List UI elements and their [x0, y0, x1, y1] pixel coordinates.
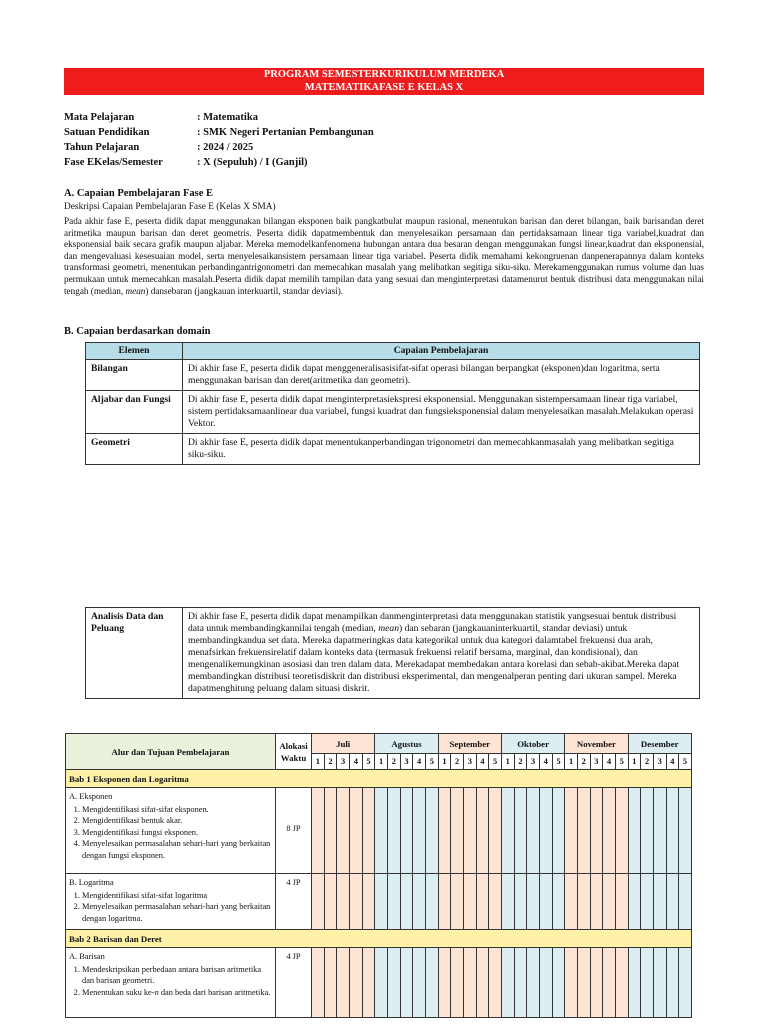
schedule-cell	[476, 948, 489, 1018]
week-number: 4	[476, 754, 489, 770]
week-number: 1	[628, 754, 641, 770]
month-header: Juli	[312, 734, 375, 754]
schedule-cell	[362, 788, 375, 874]
week-number: 2	[641, 754, 654, 770]
identity-info	[64, 112, 374, 172]
info-value: : SMK Negeri Pertanian Pembangunan	[197, 127, 374, 138]
schedule-cell	[527, 874, 540, 930]
schedule-cell	[653, 948, 666, 1018]
schedule-cell	[590, 788, 603, 874]
schedule-cell	[577, 788, 590, 874]
week-number: 4	[349, 754, 362, 770]
topic-cell	[66, 788, 276, 874]
schedule-cell	[590, 874, 603, 930]
chapter-row	[66, 770, 692, 788]
week-number: 3	[653, 754, 666, 770]
schedule-cell	[375, 948, 388, 1018]
schedule-cell	[527, 948, 540, 1018]
alokasi-cell: 4 JP	[276, 948, 312, 1018]
schedule-cell	[590, 948, 603, 1018]
schedule-cell	[539, 788, 552, 874]
elemen-cell: Bilangan	[86, 360, 183, 391]
schedule-cell	[362, 948, 375, 1018]
paragraph-emphasis: mean	[125, 285, 146, 296]
schedule-cell	[603, 874, 616, 930]
schedule-cell	[628, 874, 641, 930]
table-row	[86, 608, 700, 699]
list-item: 4. Menyelesaikan permasalahan sehari-hari yang berkaitan dengan fungsi eksponen.	[82, 838, 272, 861]
info-row	[64, 157, 374, 172]
schedule-cell	[349, 874, 362, 930]
month-header: September	[438, 734, 501, 754]
schedule-cell	[501, 948, 514, 1018]
schedule-cell	[489, 874, 502, 930]
info-value: : Matematika	[197, 112, 258, 123]
info-label: Mata Pelajaran	[64, 112, 135, 123]
schedule-cell	[400, 788, 413, 874]
schedule-cell	[539, 874, 552, 930]
month-header: Agustus	[375, 734, 438, 754]
capaian-cell: Di akhir fase E, peserta didik dapat menentukanperbandingan trigonometri dan memecahkanmasalah yang melibatkan segitiga siku-siku.	[183, 434, 700, 465]
list-item: 1. Mengidentifikasi sifat-sifat logaritma	[82, 890, 272, 902]
alokasi-cell: 8 JP	[276, 788, 312, 874]
schedule-cell	[565, 948, 578, 1018]
schedule-cell	[628, 788, 641, 874]
plan-row	[66, 948, 692, 1018]
week-number: 1	[312, 754, 325, 770]
schedule-cell	[413, 874, 426, 930]
topic-title: A. Barisan	[69, 952, 105, 961]
paragraph-text: Pada akhir fase E, peserta didik dapat menggunakan bilangan eksponen baik pangkatbulat maupun rasional, menentukan barisan dan deret bilangan, baik barisandan deret aritmetika maupun barisan dan deret geometris. Peserta didik dapatmembentuk dan menyelesaikan persamaan dan pertidaksamaan linear tiga variabel,kuadrat dan eksponensial baik secara grafik maupun aljabar. Mereka memodelkanfenomena hubungan antara dua besaran dengan menggunakan fungsi linear,kuadrat dan eksponensial, dan mengevaluasi kesesuaian model, serta menyelesaikansistem persamaan linear tiga variabel. Peserta didik memahami kekongruenan danpenerapannya dalam konteks transformasi geometri, menentukan perbandingantrigonometri dan memecahkan masalah yang melibatkan segitiga siku-siku. Merekamenggunakan rumus volume dan luas permukaan untuk memecahkan masalah.Peserta didik dapat memilih tampilan data yang sesuai dan menginterpretasi datamenurut bentuk distribusi data menggunakan nilai tengah (median,	[64, 216, 704, 296]
week-number: 5	[425, 754, 438, 770]
header-alokasi: Alokasi Waktu	[276, 734, 312, 770]
list-item-text: Menentukan suku ke-	[82, 987, 155, 997]
schedule-cell	[387, 788, 400, 874]
schedule-cell	[565, 874, 578, 930]
week-number: 5	[679, 754, 692, 770]
schedule-cell	[375, 788, 388, 874]
week-number: 1	[501, 754, 514, 770]
schedule-cell	[337, 788, 350, 874]
capaian-text-end: ) dan sebaran (jangkauaninterkuartil, standar deviasi) untuk membandingkandua set data. Mereka dapatmeringkas data kategorikal untuk dua kategori dalamtabel frekuensi dua arah, menafsirkan frekuensirelatif dalam konteks data (termasuk frekuensi relatif bersama, marginal, dan kondisional), dan mengenalikemungkinan asosiasi dan tren dalam data. Merekadapat membedakan antara korelasi dan sebab-akibat.Mereka dapat membandingkan distribusi teoretisdiskrit dan distribusi eksperimental, dan mengenalperan penting dari ukuran sampel. Mereka dapatmenghitung peluang dalam situasi diskrit.	[188, 623, 680, 694]
capaian-cell	[183, 608, 700, 699]
schedule-cell	[653, 874, 666, 930]
week-number: 4	[539, 754, 552, 770]
week-number: 5	[552, 754, 565, 770]
week-number: 1	[565, 754, 578, 770]
info-row	[64, 142, 374, 157]
schedule-cell	[425, 788, 438, 874]
section-a-paragraph	[64, 216, 704, 297]
list-item: 1. Mendeskripsikan perbedaan antara barisan aritmetika dan barisan geometri.	[82, 964, 272, 987]
schedule-cell	[387, 948, 400, 1018]
month-header: November	[565, 734, 628, 754]
schedule-cell	[463, 874, 476, 930]
domain-table	[85, 342, 700, 465]
schedule-cell	[349, 788, 362, 874]
schedule-cell	[641, 788, 654, 874]
week-number: 2	[451, 754, 464, 770]
week-number: 5	[362, 754, 375, 770]
week-number: 4	[666, 754, 679, 770]
schedule-cell	[552, 948, 565, 1018]
schedule-cell	[425, 948, 438, 1018]
schedule-cell	[552, 788, 565, 874]
header-elemen: Elemen	[86, 343, 183, 360]
schedule-cell	[514, 874, 527, 930]
schedule-cell	[476, 788, 489, 874]
schedule-cell	[324, 788, 337, 874]
schedule-cell	[679, 948, 692, 1018]
title-line-2: MATEMATIKAFASE E KELAS X	[304, 82, 464, 93]
schedule-cell	[666, 874, 679, 930]
info-label: Tahun Pelajaran	[64, 142, 140, 153]
topic-title: B. Logaritma	[69, 878, 114, 887]
schedule-cell	[425, 874, 438, 930]
week-number: 5	[489, 754, 502, 770]
week-number: 3	[590, 754, 603, 770]
schedule-cell	[451, 948, 464, 1018]
header-atp: Alur dan Tujuan Pembelajaran	[66, 734, 276, 770]
list-item: 2. Mengidentifikasi bentuk akar.	[82, 815, 272, 827]
semester-plan-table	[65, 733, 692, 1018]
schedule-cell	[679, 788, 692, 874]
schedule-cell	[438, 948, 451, 1018]
schedule-cell	[539, 948, 552, 1018]
info-row	[64, 127, 374, 142]
list-item: 3. Mengidentifikasi fungsi eksponen.	[82, 827, 272, 839]
schedule-cell	[628, 948, 641, 1018]
schedule-cell	[666, 948, 679, 1018]
week-number: 4	[603, 754, 616, 770]
schedule-cell	[312, 788, 325, 874]
schedule-cell	[413, 788, 426, 874]
schedule-cell	[312, 948, 325, 1018]
schedule-cell	[451, 874, 464, 930]
topic-title: A. Eksponen	[69, 792, 113, 801]
schedule-cell	[514, 948, 527, 1018]
schedule-cell	[615, 948, 628, 1018]
domain-table-continued	[85, 607, 700, 699]
elemen-cell: Analisis Data dan Peluang	[86, 608, 183, 699]
info-value: : X (Sepuluh) / I (Ganjil)	[197, 157, 308, 168]
schedule-cell	[641, 948, 654, 1018]
list-item: 2. Menyelesaikan permasalahan sehari-hari yang berkaitan dengan logaritma.	[82, 901, 272, 924]
plan-row	[66, 874, 692, 930]
schedule-cell	[375, 874, 388, 930]
plan-row	[66, 788, 692, 874]
week-number: 2	[514, 754, 527, 770]
schedule-cell	[527, 788, 540, 874]
schedule-cell	[501, 788, 514, 874]
schedule-cell	[603, 788, 616, 874]
document-title-banner	[64, 68, 704, 95]
chapter-title: Bab 1 Eksponen dan Logaritma	[66, 770, 692, 788]
chapter-title: Bab 2 Barisan dan Deret	[66, 930, 692, 948]
week-number: 3	[337, 754, 350, 770]
week-number: 1	[438, 754, 451, 770]
schedule-cell	[552, 874, 565, 930]
week-number: 2	[387, 754, 400, 770]
schedule-cell	[337, 874, 350, 930]
list-item: 1. Mengidentifikasi sifat-sifat eksponen.	[82, 804, 272, 816]
schedule-cell	[514, 788, 527, 874]
schedule-cell	[476, 874, 489, 930]
month-header: Oktober	[501, 734, 564, 754]
schedule-cell	[501, 874, 514, 930]
list-item	[82, 987, 272, 999]
schedule-cell	[565, 788, 578, 874]
info-label: Fase EKelas/Semester	[64, 157, 163, 168]
chapter-row	[66, 930, 692, 948]
schedule-cell	[337, 948, 350, 1018]
elemen-cell: Aljabar dan Fungsi	[86, 391, 183, 434]
section-b-title: B. Capaian berdasarkan domain	[64, 326, 211, 337]
month-header: Desember	[628, 734, 691, 754]
schedule-cell	[489, 948, 502, 1018]
section-a-title: A. Capaian Pembelajaran Fase E	[64, 188, 214, 199]
schedule-cell	[463, 948, 476, 1018]
schedule-cell	[489, 788, 502, 874]
capaian-cell: Di akhir fase E, peserta didik dapat menginterpretasiekspresi eksponensial. Menggunakan sistempersamaan linear tiga variabel, sistem pertidaksamaanlinear dua variabel, fungsi kuadrat dan fungsieksponensial dalam menyelesaikan masalah.Melakukan operasi Vektor.	[183, 391, 700, 434]
week-number: 3	[463, 754, 476, 770]
table-row	[86, 391, 700, 434]
week-number: 4	[413, 754, 426, 770]
list-item-emphasis: n	[154, 987, 159, 997]
schedule-cell	[615, 874, 628, 930]
info-label: Satuan Pendidikan	[64, 127, 150, 138]
alokasi-cell: 4 JP	[276, 874, 312, 930]
table-row	[86, 434, 700, 465]
schedule-cell	[615, 788, 628, 874]
table-row	[86, 360, 700, 391]
capaian-cell: Di akhir fase E, peserta didik dapat menggeneralisasisifat-sifat operasi bilangan berpangkat (eksponen)dan logaritma, serta menggunakan barisan dan deret(aritmetika dan geometri).	[183, 360, 700, 391]
paragraph-text-end: ) dansebaran (jangkauan interkuartil, standar deviasi).	[145, 285, 344, 296]
capaian-text: Di akhir fase E, peserta didik dapat menampilkan danmenginterpretasi data menggunakan statistik yangsesuai bentuk distribusi data untuk membandingkannilai tengah (median,	[188, 611, 677, 634]
info-value: : 2024 / 2025	[197, 142, 254, 153]
schedule-cell	[438, 874, 451, 930]
topic-cell	[66, 948, 276, 1018]
week-number: 2	[324, 754, 337, 770]
schedule-cell	[312, 874, 325, 930]
header-capaian: Capaian Pembelajaran	[183, 343, 700, 360]
elemen-cell: Geometri	[86, 434, 183, 465]
section-a-subtitle: Deskripsi Capaian Pembelajaran Fase E (Kelas X SMA)	[64, 202, 276, 212]
schedule-cell	[653, 788, 666, 874]
week-number: 3	[527, 754, 540, 770]
week-number: 2	[577, 754, 590, 770]
topic-cell	[66, 874, 276, 930]
schedule-cell	[463, 788, 476, 874]
month-header-row	[66, 734, 692, 754]
schedule-cell	[451, 788, 464, 874]
schedule-cell	[349, 948, 362, 1018]
table-header-row	[86, 343, 700, 360]
week-number: 5	[615, 754, 628, 770]
schedule-cell	[641, 874, 654, 930]
schedule-cell	[577, 874, 590, 930]
list-item-text-end: dan beda dari barisan aritmetika.	[158, 987, 271, 997]
schedule-cell	[324, 874, 337, 930]
schedule-cell	[577, 948, 590, 1018]
capaian-emphasis: mean	[378, 623, 400, 634]
title-line-1: PROGRAM SEMESTERKURIKULUM MERDEKA	[263, 69, 505, 80]
week-number: 3	[400, 754, 413, 770]
schedule-cell	[603, 948, 616, 1018]
schedule-cell	[438, 788, 451, 874]
schedule-cell	[324, 948, 337, 1018]
info-row	[64, 112, 374, 127]
schedule-cell	[666, 788, 679, 874]
schedule-cell	[413, 948, 426, 1018]
schedule-cell	[362, 874, 375, 930]
schedule-cell	[679, 874, 692, 930]
week-number: 1	[375, 754, 388, 770]
schedule-cell	[400, 948, 413, 1018]
schedule-cell	[400, 874, 413, 930]
schedule-cell	[387, 874, 400, 930]
